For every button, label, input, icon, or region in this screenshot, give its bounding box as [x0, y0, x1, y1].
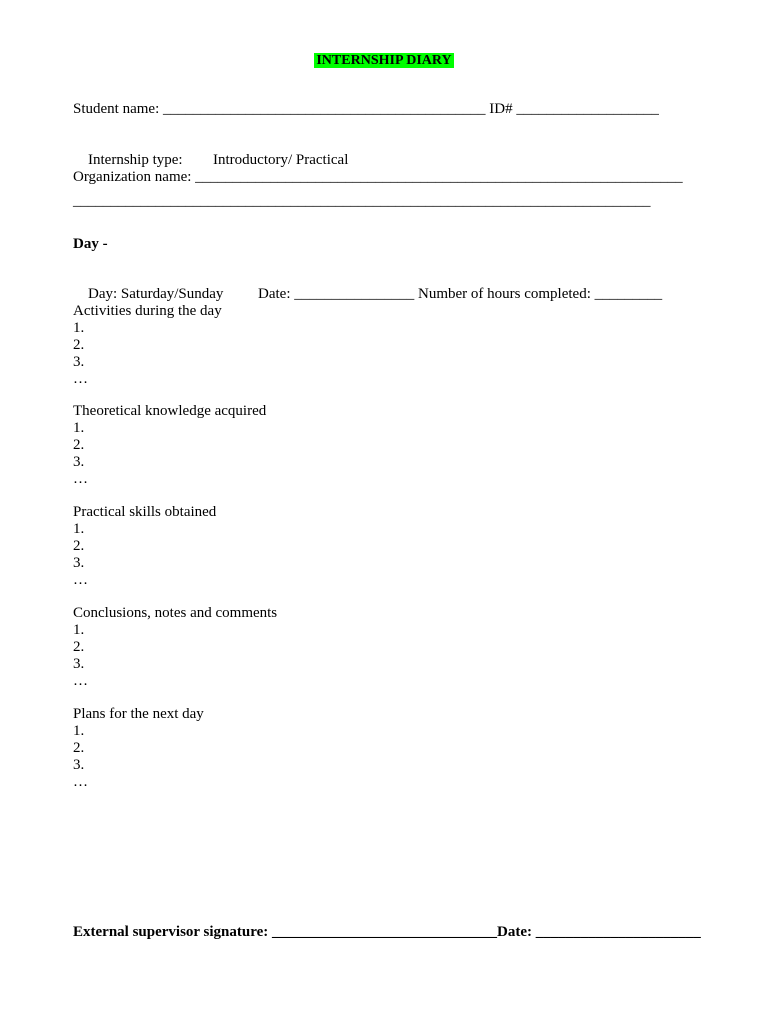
- organization-name-line-2: _____________________________________________________________________________: [73, 193, 651, 209]
- section-heading: Activities during the day: [73, 303, 222, 319]
- list-item: 3.: [73, 555, 85, 571]
- section-practical-skills: [73, 504, 216, 589]
- day-heading: Day -: [73, 236, 108, 252]
- section-plans: [73, 706, 204, 791]
- section-conclusions: [73, 605, 277, 690]
- list-item: …: [73, 471, 88, 487]
- section-activities: [73, 303, 222, 388]
- list-item: …: [73, 572, 88, 588]
- list-item: …: [73, 371, 88, 387]
- list-item: 2.: [73, 740, 85, 756]
- organization-name-line: Organization name: _________________________________________________________________: [73, 169, 683, 185]
- day-label: Day: Saturday/Sunday: [88, 286, 224, 302]
- list-item: 1.: [73, 420, 85, 436]
- list-item: 3.: [73, 354, 85, 370]
- list-item: 2.: [73, 337, 85, 353]
- title-wrap: [0, 52, 768, 69]
- internship-type-label: Internship type:: [88, 152, 183, 168]
- section-theoretical-knowledge: [73, 403, 266, 488]
- list-item: 1.: [73, 521, 85, 537]
- document-title: INTERNSHIP DIARY: [316, 53, 452, 68]
- internship-type-value: Introductory/ Practical: [213, 152, 349, 168]
- student-name-line: Student name: ___________________________________________ ID# ___________________: [73, 101, 659, 117]
- list-item: 1.: [73, 723, 85, 739]
- section-heading: Practical skills obtained: [73, 504, 217, 520]
- list-item: …: [73, 774, 88, 790]
- date-hours-label: Date: ________________ Number of hours completed: _________: [258, 286, 663, 302]
- list-item: 2.: [73, 639, 85, 655]
- list-item: 1.: [73, 622, 85, 638]
- section-heading: Theoretical knowledge acquired: [73, 403, 267, 419]
- list-item: 1.: [73, 320, 85, 336]
- section-heading: Plans for the next day: [73, 706, 204, 722]
- list-item: …: [73, 673, 88, 689]
- list-item: 3.: [73, 656, 85, 672]
- list-item: 2.: [73, 538, 85, 554]
- section-heading: Conclusions, notes and comments: [73, 605, 278, 621]
- list-item: 2.: [73, 437, 85, 453]
- supervisor-signature-line: External supervisor signature: ______________________________Date: ______________________: [73, 924, 701, 940]
- list-item: 3.: [73, 454, 85, 470]
- list-item: 3.: [73, 757, 85, 773]
